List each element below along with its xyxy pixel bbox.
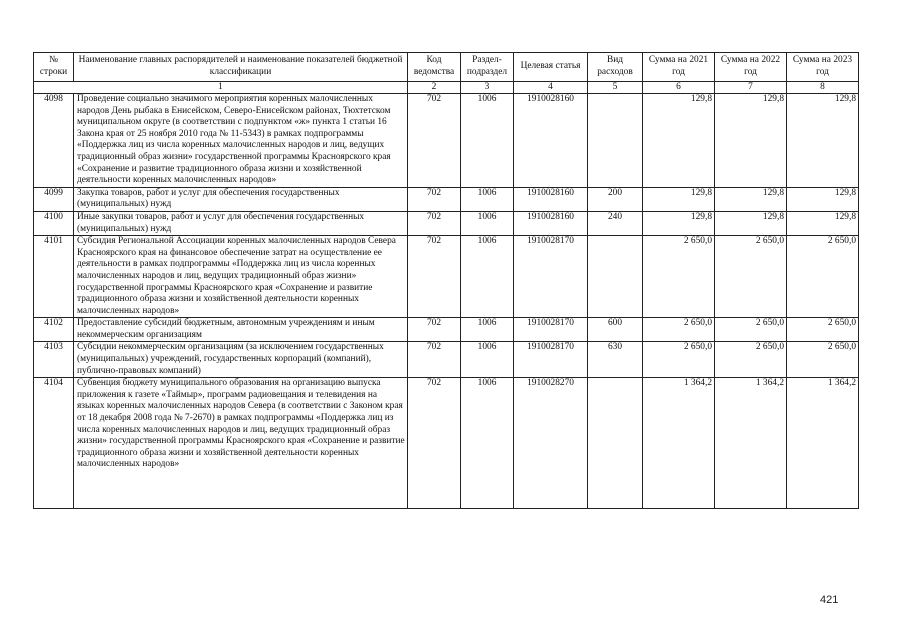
header-target: Целевая статья [514,53,588,82]
row-number: 4099 [34,187,74,211]
row-name: Субсидии некоммерческим организациям (за исключением государственных (муниципальных) учреждений, государственных корпораций (компаний), публично-правовых компаний) [74,342,408,378]
header-sum-2022: Сумма на 2022 год [715,53,787,82]
header-row-no: № строки [34,53,74,82]
header-sum-2023: Сумма на 2023 год [787,53,859,82]
column-number: 8 [787,82,859,94]
table-row [34,94,859,188]
row-sum-2023: 2 650,0 [787,342,859,378]
header-dept-code: Код ведомства [408,53,461,82]
table-row [34,378,859,509]
row-sum-2023: 2 650,0 [787,318,859,342]
row-section: 1006 [461,342,514,378]
row-number: 4103 [34,342,74,378]
row-target: 1910028270 [514,378,588,509]
budget-table [33,52,859,509]
column-number: 3 [461,82,514,94]
row-dept-code: 702 [408,211,461,235]
row-name: Иные закупки товаров, работ и услуг для обеспечения государственных (муниципальных) нужд [74,211,408,235]
row-number: 4104 [34,378,74,509]
row-section: 1006 [461,378,514,509]
row-target: 1910028160 [514,187,588,211]
row-sum-2022: 129,8 [715,94,787,188]
row-target: 1910028160 [514,94,588,188]
row-expense-type: 200 [588,187,643,211]
row-sum-2021: 2 650,0 [643,318,715,342]
row-sum-2021: 129,8 [643,187,715,211]
header-name: Наименование главных распорядителей и наименование показателей бюджетной классификации [74,53,408,82]
row-name: Закупка товаров, работ и услуг для обеспечения государственных (муниципальных) нужд [74,187,408,211]
row-expense-type: 600 [588,318,643,342]
table-row [34,236,859,318]
column-number: 5 [588,82,643,94]
column-number: 1 [34,82,408,94]
row-number: 4098 [34,94,74,188]
row-sum-2021: 2 650,0 [643,342,715,378]
row-section: 1006 [461,187,514,211]
row-sum-2022: 129,8 [715,211,787,235]
row-expense-type [588,236,643,318]
header-sum-2021: Сумма на 2021 год [643,53,715,82]
row-section: 1006 [461,94,514,188]
row-sum-2023: 129,8 [787,94,859,188]
table-row [34,187,859,211]
row-sum-2023: 129,8 [787,187,859,211]
row-dept-code: 702 [408,342,461,378]
row-expense-type [588,378,643,509]
row-sum-2022: 2 650,0 [715,342,787,378]
row-dept-code: 702 [408,187,461,211]
row-number: 4100 [34,211,74,235]
table-row [34,342,859,378]
row-dept-code: 702 [408,378,461,509]
row-sum-2022: 129,8 [715,187,787,211]
header-row [34,53,859,82]
row-sum-2023: 2 650,0 [787,236,859,318]
row-sum-2021: 129,8 [643,94,715,188]
row-sum-2021: 1 364,2 [643,378,715,509]
column-number: 7 [715,82,787,94]
row-sum-2023: 129,8 [787,211,859,235]
row-sum-2021: 2 650,0 [643,236,715,318]
page-number: 421 [820,594,839,606]
column-number: 4 [514,82,588,94]
row-number: 4102 [34,318,74,342]
row-target: 1910028170 [514,236,588,318]
column-number: 6 [643,82,715,94]
row-section: 1006 [461,236,514,318]
header-section: Раздел-подраздел [461,53,514,82]
row-section: 1006 [461,318,514,342]
row-expense-type: 240 [588,211,643,235]
row-dept-code: 702 [408,94,461,188]
row-section: 1006 [461,211,514,235]
row-sum-2021: 129,8 [643,211,715,235]
row-name: Предоставление субсидий бюджетным, автономным учреждениям и иным некоммерческим организациям [74,318,408,342]
column-number: 2 [408,82,461,94]
column-number-row [34,82,859,94]
row-dept-code: 702 [408,236,461,318]
row-number: 4101 [34,236,74,318]
row-target: 1910028170 [514,342,588,378]
row-expense-type [588,94,643,188]
row-sum-2022: 1 364,2 [715,378,787,509]
row-expense-type: 630 [588,342,643,378]
row-target: 1910028160 [514,211,588,235]
table-row [34,318,859,342]
row-sum-2022: 2 650,0 [715,318,787,342]
header-expense-type: Вид расходов [588,53,643,82]
row-name: Субсидия Региональной Ассоциации коренных малочисленных народов Севера Красноярского края на финансовое обеспечение затрат на осуществление ее деятельности в рамках подпрограммы «Поддержка лиц из числа коренных малочисленных народов и лиц, ведущих традиционный образ жизни» государственной программы Красноярского края «Сохранение и развитие традиционного образа жизни и хозяйственной деятельности коренных малочисленных народов» [74,236,408,318]
row-dept-code: 702 [408,318,461,342]
table-row [34,211,859,235]
row-name: Проведение социально значимого мероприятия коренных малочисленных народов День рыбака в Енисейском, Северо-Енисейском районах, Тюхтетском муниципальном округе (в соответствии с подпунктом «ж» пункта 1 статьи 16 Закона края от 25 ноября 2010 года № 11-5343) в рамках подпрограммы «Поддержка лиц из числа коренных малочисленных народов и лиц, ведущих традиционный образ жизни» государственной программы Красноярского края «Сохранение и развитие традиционного образа жизни и хозяйственной деятельности коренных малочисленных народов» [74,94,408,188]
row-sum-2023: 1 364,2 [787,378,859,509]
row-name: Субвенция бюджету муниципального образования на организацию выпуска приложения к газете «Таймыр», программ радиовещания и телевидения на языках коренных малочисленных народов Севера (в соответствии с Законом края от 18 декабря 2008 года № 7-2670) в рамках подпрограммы «Поддержка лиц из числа коренных малочисленных народов и лиц, ведущих традиционный образ жизни» государственной программы Красноярского края «Сохранение и развитие традиционного образа жизни и хозяйственной деятельности коренных малочисленных народов» [74,378,408,509]
row-sum-2022: 2 650,0 [715,236,787,318]
row-target: 1910028170 [514,318,588,342]
